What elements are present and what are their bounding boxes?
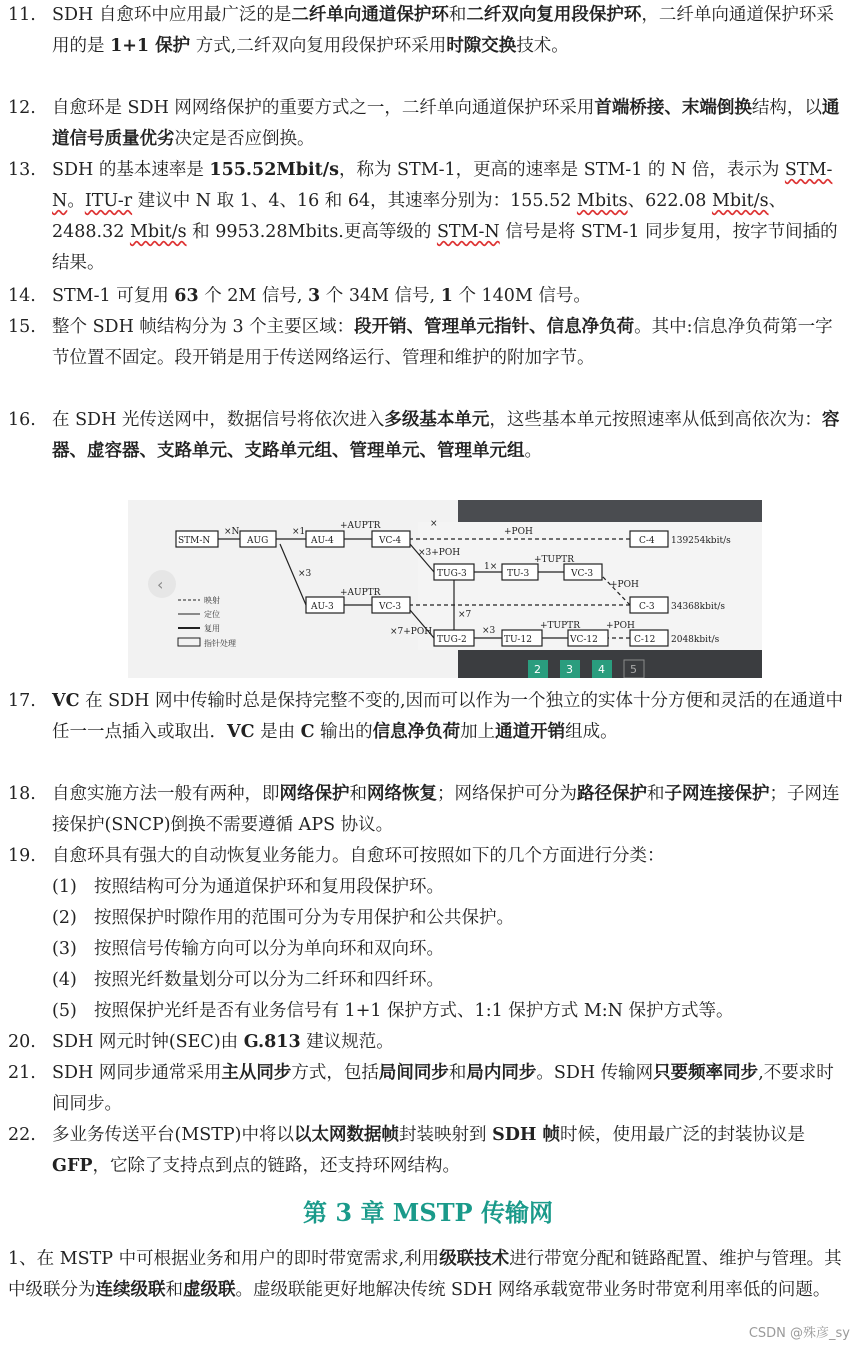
list-item-number: 11. <box>8 5 36 25</box>
bold-term: 只要频率同步 <box>653 1063 759 1083</box>
list-item <box>8 686 844 748</box>
bold-term: 信息净负荷 <box>372 722 461 742</box>
svg-text:2: 2 <box>534 663 541 676</box>
label-x3-b: ×3 <box>482 626 496 636</box>
bold-term: 通道开销 <box>495 722 566 742</box>
bold-term: 多级基本单元 <box>384 410 490 430</box>
list-item <box>8 0 844 62</box>
sdh-multiplexing-figure <box>128 500 762 678</box>
bold-term: 二纤单向通道保护环 <box>291 5 449 25</box>
text-run: 封装映射到 <box>399 1125 493 1145</box>
text-run: 自愈环具有强大的自动恢复业务能力。自愈环可按照如下的几个方面进行分类： <box>52 846 665 866</box>
sub-list-item-number: (1) <box>52 877 77 897</box>
sub-list-item-text: 按照保护时隙作用的范围可分为专用保护和公共保护。 <box>94 908 514 928</box>
list-item-text <box>52 93 844 155</box>
text-run: 在 SDH 光传送网中，数据信号将依次进入 <box>52 410 385 430</box>
text-run: ；网络保护可分为 <box>437 784 577 804</box>
svg-text:STM-N: STM-N <box>178 536 211 546</box>
text-run: ，这些基本单元按照速率从低到高依次为： <box>489 410 822 430</box>
sub-list-item <box>52 934 444 965</box>
svg-text:定位: 定位 <box>204 610 220 619</box>
text-run: ，称为 STM-1，更高的速率是 STM-1 的 N 倍，表示为 <box>338 160 785 180</box>
chapter-paragraph-1 <box>8 1244 844 1306</box>
svg-text:C-12: C-12 <box>634 635 656 645</box>
label-auptr-1: +AUPTR <box>340 521 381 531</box>
svg-text:AUG: AUG <box>247 536 269 546</box>
list-item <box>8 405 844 467</box>
bold-term: 虚级联 <box>183 1280 236 1300</box>
text-run: 进行带宽分配和链路配置、维护与管理。其中级联分为 <box>8 1249 842 1300</box>
box-c12 <box>630 630 668 646</box>
list-item-number: 18. <box>8 784 36 804</box>
list-item-number: 21. <box>8 1063 36 1083</box>
bold-term: C <box>300 722 315 742</box>
text-run: SDH 的基本速率是 <box>52 160 210 180</box>
box-c4 <box>630 531 668 547</box>
sub-list-item-number: (4) <box>52 970 77 990</box>
watermark: CSDN @殊彦_sy <box>748 1326 850 1341</box>
list-item <box>8 281 844 312</box>
label-1x: 1× <box>484 562 498 572</box>
box-stm-n <box>176 531 218 547</box>
label-x1: ×1 <box>292 527 306 537</box>
svg-text:4: 4 <box>598 663 605 676</box>
sub-list-item <box>52 872 444 903</box>
svg-text:TUG-3: TUG-3 <box>437 569 467 579</box>
bold-term: 级联技术 <box>439 1249 510 1269</box>
text-run: 输出的 <box>314 722 373 742</box>
label-x7-poh: ×7+POH <box>390 627 433 637</box>
bold-term: 网络保护 <box>279 784 350 804</box>
box-vc3-lower <box>372 597 410 613</box>
sub-list-item-number: (3) <box>52 939 77 959</box>
list-item-text <box>52 779 844 841</box>
sub-list-item <box>52 903 514 934</box>
text-run: 是由 <box>254 722 301 742</box>
svg-text:TUG-2: TUG-2 <box>437 635 467 645</box>
text-run: 和 <box>165 1280 183 1300</box>
text-run: 。SDH 传输网 <box>536 1063 654 1083</box>
box-au3 <box>306 597 344 613</box>
box-vc12 <box>568 630 608 646</box>
list-item <box>8 1120 844 1182</box>
bold-term: 首端桥接、末端倒换 <box>594 98 752 118</box>
text-run: 个 2M 信号, <box>198 286 308 306</box>
bold-term: 容器、虚容器、支路单元、支路单元组、管理单元、管理单元组 <box>52 410 840 461</box>
text-run: SDH 自愈环中应用最广泛的是 <box>52 5 292 25</box>
text-run: 1、在 MSTP 中可根据业务和用户的即时带宽需求,利用 <box>8 1249 440 1269</box>
list-item-number: 17. <box>8 691 36 711</box>
bold-term: 1 <box>440 286 453 306</box>
page-button-4[interactable] <box>592 660 612 678</box>
bold-term: 通道信号质量优劣 <box>52 98 840 149</box>
text-run: 建议中 N 取 1、4、16 和 64，其速率分别为：155.52 <box>132 191 577 211</box>
svg-text:指针处理: 指针处理 <box>204 639 236 648</box>
svg-text:复用: 复用 <box>204 624 220 633</box>
list-item <box>8 1027 844 1058</box>
sub-list-item-text: 按照信号传输方向可以分为单向环和双向环。 <box>94 939 444 959</box>
box-tug3 <box>434 564 474 580</box>
text-run: 和 <box>448 5 467 25</box>
close-icon[interactable]: × <box>430 519 438 529</box>
label-x7: ×7 <box>458 610 472 620</box>
list-item-text <box>52 0 844 62</box>
text-run: ，二纤单向通道保护环采用的是 <box>52 5 834 56</box>
bold-term: VC <box>52 691 80 711</box>
text-run: 整个 SDH 帧结构分为 3 个主要区域： <box>52 317 355 337</box>
bold-term: 以太网数据帧 <box>294 1125 400 1145</box>
box-aug <box>240 531 276 547</box>
text-run: 时候，使用最广泛的封装协议是 <box>560 1125 806 1145</box>
chapter-heading: 第 3 章 MSTP 传输网 <box>303 1198 553 1227</box>
text-run: 个 34M 信号, <box>320 286 441 306</box>
svg-text:C-4: C-4 <box>639 536 655 546</box>
list-item <box>8 93 844 155</box>
list-item-text <box>52 686 844 748</box>
rate-c4: 139254kbit/s <box>671 536 731 546</box>
text-run: 和 9953.28Mbits.更高等级的 <box>186 222 437 242</box>
list-item-number: 14. <box>8 286 36 306</box>
underlined-term: Mbit/s <box>129 222 187 242</box>
sub-list-item-text: 按照保护光纤是否有业务信号有 1+1 保护方式、1:1 保护方式 M:N 保护方式等。 <box>94 1001 734 1021</box>
text-run: 自愈环是 SDH 网网络保护的重要方式之一，二纤单向通道保护环采用 <box>52 98 595 118</box>
svg-text:TU-3: TU-3 <box>507 569 530 579</box>
list-item-text <box>52 1027 844 1058</box>
list-item-text <box>52 1058 844 1120</box>
svg-text:VC-12: VC-12 <box>570 635 598 645</box>
text-run: 技术。 <box>516 36 569 56</box>
text-run: 加上 <box>460 722 496 742</box>
underlined-term: STM-N <box>52 160 833 211</box>
prev-button[interactable] <box>148 570 176 598</box>
label-poh-2: +POH <box>610 580 639 590</box>
text-run: 。 <box>67 191 85 211</box>
list-item <box>8 312 844 374</box>
list-item-number: 19. <box>8 846 36 866</box>
text-run: 。其中:信息净负荷第一字节位置不固定。段开销是用于传送网络运行、管理和维护的附加字节。 <box>52 317 833 368</box>
bold-term: 子网连接保护 <box>664 784 770 804</box>
list-item-text <box>52 155 844 279</box>
list-item-text <box>52 405 844 467</box>
list-item-number: 12. <box>8 98 36 118</box>
box-tug2 <box>434 630 474 646</box>
label-x3-poh: ×3+POH <box>418 548 461 558</box>
bold-term: 1+1 保护 <box>110 36 191 56</box>
text-run: SDH 网元时钟(SEC)由 <box>52 1032 244 1052</box>
list-item-text <box>52 281 844 312</box>
bold-term: 段开销、管理单元指针、信息净负荷 <box>354 317 635 337</box>
text-run: 方式,二纤双向复用段保护环采用 <box>190 36 447 56</box>
rate-c3: 34368kbit/s <box>671 602 725 612</box>
bold-term: 局间同步 <box>378 1063 449 1083</box>
text-run: 决定是否应倒换。 <box>174 129 315 149</box>
text-run: 结构，以 <box>751 98 822 118</box>
box-c3 <box>630 597 668 613</box>
text-run: 建议规范。 <box>300 1032 394 1052</box>
underlined-term: ITU-r <box>84 191 133 211</box>
text-run: 。 <box>524 441 542 461</box>
bold-term: 主从同步 <box>221 1063 292 1083</box>
bold-term: 网络恢复 <box>367 784 437 804</box>
figure-svg <box>128 500 762 678</box>
bold-term: VC <box>227 722 255 742</box>
list-item <box>8 155 844 279</box>
list-item <box>8 779 844 841</box>
svg-text:VC-3: VC-3 <box>379 602 402 612</box>
list-item-text <box>52 312 844 374</box>
sub-list-item-text: 按照光纤数量划分可以分为二纤环和四纤环。 <box>94 970 444 990</box>
text-run: 、622.08 <box>627 191 712 211</box>
bold-term: 时隙交换 <box>446 36 517 56</box>
box-tu12 <box>502 630 542 646</box>
list-item-text <box>52 841 844 872</box>
bold-term: 155.52Mbit/s <box>209 160 339 180</box>
svg-text:VC-3: VC-3 <box>571 569 594 579</box>
bold-term: 3 <box>308 286 321 306</box>
label-auptr-2: +AUPTR <box>340 588 381 598</box>
sub-list-item <box>52 965 444 996</box>
text-run: 和 <box>647 784 665 804</box>
text-run: SDH 网同步通常采用 <box>52 1063 222 1083</box>
svg-text:C-3: C-3 <box>639 602 655 612</box>
sub-list-item-number: (2) <box>52 908 77 928</box>
text-run: STM-1 可复用 <box>52 286 175 306</box>
list-item-number: 20. <box>8 1032 36 1052</box>
svg-text:3: 3 <box>566 663 573 676</box>
box-vc3-upper <box>564 564 602 580</box>
text-run: 。虚级联能更好地解决传统 SDH 网络承载宽带业务时带宽利用率低的问题。 <box>235 1280 831 1300</box>
text-run: 信号是将 STM-1 同步复用，按字节间插的结果。 <box>52 222 838 273</box>
text-run: 和 <box>349 784 367 804</box>
svg-text:TU-12: TU-12 <box>504 635 532 645</box>
svg-text:AU-3: AU-3 <box>311 602 334 612</box>
chevron-left-icon: ‹ <box>157 575 164 594</box>
list-item-number: 22. <box>8 1125 36 1145</box>
list-item <box>8 1058 844 1120</box>
text-run: ，它除了支持点到点的链路，还支持环网结构。 <box>92 1156 461 1176</box>
bold-term: 63 <box>174 286 199 306</box>
list-item-text <box>52 1120 844 1182</box>
underlined-term: Mbits <box>576 191 628 211</box>
box-au4 <box>306 531 344 547</box>
sub-list-item-number: (5) <box>52 1001 77 1021</box>
rate-c12: 2048kbit/s <box>671 635 720 645</box>
overlay-top-bar <box>458 500 762 522</box>
box-tu3 <box>502 564 538 580</box>
underlined-term: Mbit/s <box>711 191 769 211</box>
bold-term: 连续级联 <box>95 1280 166 1300</box>
text-run: ；子网连接保护(SNCP)倒换不需要遵循 APS 协议。 <box>52 784 840 835</box>
label-poh-1: +POH <box>504 527 533 537</box>
label-tuptr-2: +TUPTR <box>540 621 580 631</box>
sub-list-item <box>52 996 734 1027</box>
label-tuptr-1: +TUPTR <box>534 555 574 565</box>
bold-term: 二纤双向复用段保护环 <box>466 5 642 25</box>
bold-term: 路径保护 <box>577 784 647 804</box>
text-run: 个 140M 信号。 <box>452 286 591 306</box>
box-vc4 <box>372 531 410 547</box>
label-poh-3: +POH <box>606 621 635 631</box>
list-item-number: 13. <box>8 160 36 180</box>
text-run: 、2488.32 <box>52 191 787 242</box>
svg-text:VC-4: VC-4 <box>379 536 402 546</box>
label-x3: ×3 <box>298 569 312 579</box>
text-run: 自愈实施方法一般有两种，即 <box>52 784 280 804</box>
text-run: 和 <box>448 1063 467 1083</box>
sub-list-item-text: 按照结构可分为通道保护环和复用段保护环。 <box>94 877 444 897</box>
text-run: 在 SDH 网中传输时总是保持完整不变的,因而可以作为一个独立的实体十分方便和灵活的在通道中任一一点插入或取出． <box>52 691 844 742</box>
svg-text:映射: 映射 <box>204 596 220 605</box>
text-run: 方式，包括 <box>291 1063 379 1083</box>
underlined-term: STM-N <box>436 222 500 242</box>
page-button-3[interactable] <box>560 660 580 678</box>
bold-term: GFP <box>52 1156 93 1176</box>
list-item <box>8 841 844 872</box>
page-button-2[interactable] <box>528 660 548 678</box>
text-run: 多业务传送平台(MSTP)中将以 <box>52 1125 295 1145</box>
list-item-number: 16. <box>8 410 36 430</box>
text-run: 组成。 <box>565 722 618 742</box>
bold-term: 局内同步 <box>466 1063 537 1083</box>
bold-term: G.813 <box>243 1032 301 1052</box>
list-item-number: 15. <box>8 317 36 337</box>
bold-term: SDH 帧 <box>492 1125 561 1145</box>
text-run: ,不要求时间同步。 <box>52 1063 834 1114</box>
svg-text:5: 5 <box>630 663 637 676</box>
label-xn: ×N <box>224 527 240 537</box>
svg-text:AU-4: AU-4 <box>311 536 334 546</box>
